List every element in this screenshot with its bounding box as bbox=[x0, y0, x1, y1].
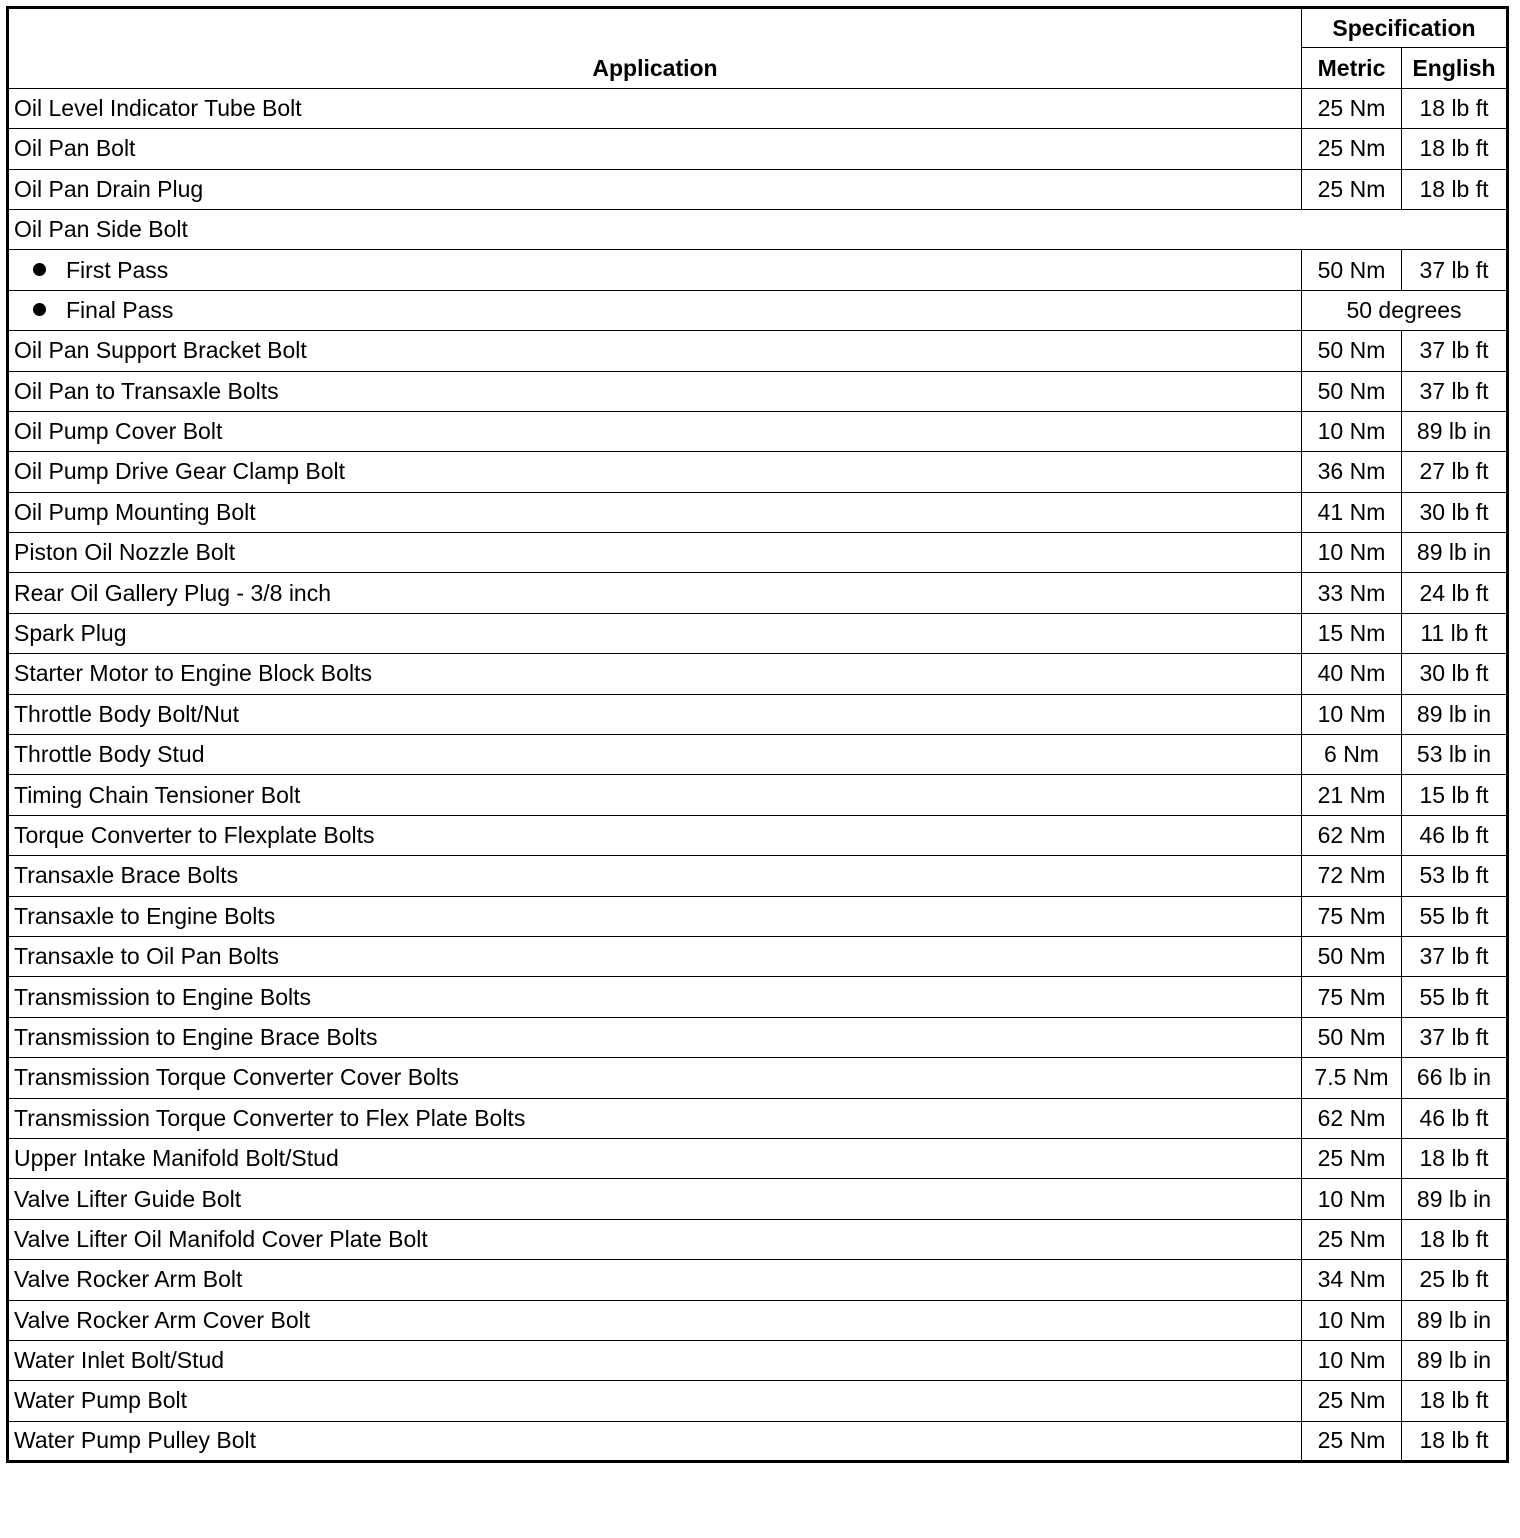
application-label: Oil Pan to Transaxle Bolts bbox=[14, 377, 279, 404]
english-cell: 46 lb ft bbox=[1402, 1098, 1508, 1138]
application-cell bbox=[8, 209, 1508, 249]
application-cell bbox=[8, 815, 1302, 855]
metric-cell: 62 Nm bbox=[1302, 1098, 1402, 1138]
metric-cell: 10 Nm bbox=[1302, 1340, 1402, 1380]
application-cell bbox=[8, 1421, 1302, 1461]
metric-cell: 10 Nm bbox=[1302, 694, 1402, 734]
metric-cell: 50 Nm bbox=[1302, 936, 1402, 976]
metric-cell: 10 Nm bbox=[1302, 411, 1402, 451]
english-cell: 25 lb ft bbox=[1402, 1260, 1508, 1300]
table-row bbox=[8, 331, 1508, 371]
application-cell bbox=[8, 896, 1302, 936]
table-row bbox=[8, 1260, 1508, 1300]
english-cell: 11 lb ft bbox=[1402, 613, 1508, 653]
application-label: Piston Oil Nozzle Bolt bbox=[14, 539, 236, 566]
english-cell: 30 lb ft bbox=[1402, 654, 1508, 694]
application-cell bbox=[8, 654, 1302, 694]
table-row bbox=[8, 896, 1508, 936]
table-header bbox=[8, 8, 1508, 89]
metric-cell: 34 Nm bbox=[1302, 1260, 1402, 1300]
english-cell: 89 lb in bbox=[1402, 1340, 1508, 1380]
english-cell: 37 lb ft bbox=[1402, 371, 1508, 411]
table-row bbox=[8, 1300, 1508, 1340]
table-row bbox=[8, 1179, 1508, 1219]
application-cell bbox=[8, 371, 1302, 411]
application-label: Upper Intake Manifold Bolt/Stud bbox=[14, 1145, 339, 1172]
table-row bbox=[8, 936, 1508, 976]
english-cell: 18 lb ft bbox=[1402, 88, 1508, 128]
metric-cell: 15 Nm bbox=[1302, 613, 1402, 653]
table-row bbox=[8, 1219, 1508, 1259]
application-cell bbox=[8, 290, 1302, 330]
application-cell bbox=[8, 977, 1302, 1017]
table-row bbox=[8, 654, 1508, 694]
english-column-header: English bbox=[1402, 48, 1508, 88]
application-cell bbox=[8, 1219, 1302, 1259]
metric-cell: 62 Nm bbox=[1302, 815, 1402, 855]
table-row bbox=[8, 815, 1508, 855]
application-cell bbox=[8, 1381, 1302, 1421]
metric-cell: 7.5 Nm bbox=[1302, 1058, 1402, 1098]
application-label: Throttle Body Stud bbox=[14, 741, 205, 768]
specification-combined-cell: 50 degrees bbox=[1302, 290, 1508, 330]
metric-cell: 25 Nm bbox=[1302, 88, 1402, 128]
english-cell: 18 lb ft bbox=[1402, 1421, 1508, 1461]
english-cell: 37 lb ft bbox=[1402, 331, 1508, 371]
application-cell bbox=[8, 129, 1302, 169]
application-label: Transaxle to Oil Pan Bolts bbox=[14, 943, 280, 970]
metric-cell: 40 Nm bbox=[1302, 654, 1402, 694]
metric-cell: 50 Nm bbox=[1302, 250, 1402, 290]
application-label: Spark Plug bbox=[14, 620, 127, 647]
application-cell bbox=[8, 1017, 1302, 1057]
table-row bbox=[8, 613, 1508, 653]
english-cell: 89 lb in bbox=[1402, 411, 1508, 451]
table-row bbox=[8, 169, 1508, 209]
application-label: Valve Lifter Guide Bolt bbox=[14, 1185, 242, 1212]
english-cell: 37 lb ft bbox=[1402, 936, 1508, 976]
table-row bbox=[8, 1017, 1508, 1057]
application-label: Valve Lifter Oil Manifold Cover Plate Bolt bbox=[14, 1225, 428, 1252]
table-row bbox=[8, 250, 1508, 290]
metric-cell: 75 Nm bbox=[1302, 896, 1402, 936]
application-cell bbox=[8, 613, 1302, 653]
metric-cell: 10 Nm bbox=[1302, 1300, 1402, 1340]
metric-cell: 6 Nm bbox=[1302, 735, 1402, 775]
english-cell: 15 lb ft bbox=[1402, 775, 1508, 815]
application-label: Transaxle to Engine Bolts bbox=[14, 902, 276, 929]
metric-cell: 50 Nm bbox=[1302, 371, 1402, 411]
english-cell: 27 lb ft bbox=[1402, 452, 1508, 492]
application-cell bbox=[8, 694, 1302, 734]
metric-cell: 72 Nm bbox=[1302, 856, 1402, 896]
application-cell bbox=[8, 452, 1302, 492]
table-row bbox=[8, 735, 1508, 775]
application-label: Water Pump Pulley Bolt bbox=[14, 1427, 257, 1454]
application-label: Oil Pan Side Bolt bbox=[14, 216, 188, 243]
application-label: Throttle Body Bolt/Nut bbox=[14, 700, 239, 727]
english-cell: 18 lb ft bbox=[1402, 1381, 1508, 1421]
english-cell: 30 lb ft bbox=[1402, 492, 1508, 532]
application-label: Final Pass bbox=[66, 296, 174, 323]
application-label: Water Pump Bolt bbox=[14, 1387, 187, 1414]
application-label: Rear Oil Gallery Plug - 3/8 inch bbox=[14, 579, 332, 606]
metric-cell: 25 Nm bbox=[1302, 1381, 1402, 1421]
table-row bbox=[8, 452, 1508, 492]
application-label: Transmission to Engine Brace Bolts bbox=[14, 1023, 378, 1050]
metric-cell: 36 Nm bbox=[1302, 452, 1402, 492]
table-row bbox=[8, 1098, 1508, 1138]
metric-cell: 21 Nm bbox=[1302, 775, 1402, 815]
application-cell bbox=[8, 1098, 1302, 1138]
application-cell bbox=[8, 169, 1302, 209]
table-row bbox=[8, 1138, 1508, 1178]
english-cell: 66 lb in bbox=[1402, 1058, 1508, 1098]
application-label: Oil Pan Support Bracket Bolt bbox=[14, 337, 307, 364]
application-label: Transmission to Engine Bolts bbox=[14, 983, 312, 1010]
table-row bbox=[8, 694, 1508, 734]
application-cell bbox=[8, 1340, 1302, 1380]
application-label: Oil Pump Cover Bolt bbox=[14, 418, 223, 445]
application-cell bbox=[8, 735, 1302, 775]
application-label: Oil Pan Drain Plug bbox=[14, 175, 204, 202]
metric-cell: 25 Nm bbox=[1302, 169, 1402, 209]
metric-cell: 25 Nm bbox=[1302, 1219, 1402, 1259]
application-label: Oil Level Indicator Tube Bolt bbox=[14, 94, 302, 121]
english-cell: 18 lb ft bbox=[1402, 1138, 1508, 1178]
application-label: First Pass bbox=[66, 256, 169, 283]
table-row bbox=[8, 209, 1508, 249]
application-label: Oil Pump Mounting Bolt bbox=[14, 498, 256, 525]
application-cell bbox=[8, 331, 1302, 371]
english-cell: 18 lb ft bbox=[1402, 1219, 1508, 1259]
application-cell bbox=[8, 1300, 1302, 1340]
table-body bbox=[8, 88, 1508, 1461]
application-label: Valve Rocker Arm Bolt bbox=[14, 1266, 243, 1293]
english-cell: 89 lb in bbox=[1402, 1179, 1508, 1219]
table-row bbox=[8, 856, 1508, 896]
english-cell: 37 lb ft bbox=[1402, 1017, 1508, 1057]
table-row bbox=[8, 1381, 1508, 1421]
english-cell: 24 lb ft bbox=[1402, 573, 1508, 613]
application-cell bbox=[8, 411, 1302, 451]
metric-cell: 25 Nm bbox=[1302, 1421, 1402, 1461]
application-cell bbox=[8, 533, 1302, 573]
torque-spec-table bbox=[6, 6, 1509, 1463]
metric-cell: 50 Nm bbox=[1302, 331, 1402, 371]
table-row bbox=[8, 290, 1508, 330]
metric-cell: 50 Nm bbox=[1302, 1017, 1402, 1057]
application-cell bbox=[8, 492, 1302, 532]
english-cell: 18 lb ft bbox=[1402, 129, 1508, 169]
header-row-top bbox=[8, 8, 1508, 48]
metric-cell: 25 Nm bbox=[1302, 1138, 1402, 1178]
table-row bbox=[8, 129, 1508, 169]
metric-cell: 33 Nm bbox=[1302, 573, 1402, 613]
table-row bbox=[8, 1340, 1508, 1380]
table-row bbox=[8, 533, 1508, 573]
english-cell: 89 lb in bbox=[1402, 694, 1508, 734]
application-cell bbox=[8, 88, 1302, 128]
metric-cell: 10 Nm bbox=[1302, 1179, 1402, 1219]
application-label: Oil Pump Drive Gear Clamp Bolt bbox=[14, 458, 346, 485]
metric-column-header: Metric bbox=[1302, 48, 1402, 88]
table-row bbox=[8, 775, 1508, 815]
bullet-icon bbox=[33, 263, 46, 276]
application-label: Starter Motor to Engine Block Bolts bbox=[14, 660, 372, 687]
table-row bbox=[8, 1421, 1508, 1461]
english-cell: 37 lb ft bbox=[1402, 250, 1508, 290]
application-cell bbox=[8, 1260, 1302, 1300]
english-cell: 18 lb ft bbox=[1402, 169, 1508, 209]
metric-cell: 10 Nm bbox=[1302, 533, 1402, 573]
table-row bbox=[8, 411, 1508, 451]
table-row bbox=[8, 977, 1508, 1017]
application-label: Transmission Torque Converter to Flex Plate Bolts bbox=[14, 1104, 526, 1131]
application-cell bbox=[8, 1138, 1302, 1178]
english-cell: 55 lb ft bbox=[1402, 896, 1508, 936]
english-cell: 89 lb in bbox=[1402, 533, 1508, 573]
application-cell bbox=[8, 856, 1302, 896]
application-cell bbox=[8, 936, 1302, 976]
application-column-header: Application bbox=[8, 8, 1302, 89]
english-cell: 46 lb ft bbox=[1402, 815, 1508, 855]
application-label: Valve Rocker Arm Cover Bolt bbox=[14, 1306, 311, 1333]
english-cell: 53 lb in bbox=[1402, 735, 1508, 775]
table-row bbox=[8, 371, 1508, 411]
table-row bbox=[8, 1058, 1508, 1098]
application-label: Torque Converter to Flexplate Bolts bbox=[14, 822, 375, 848]
bullet-icon bbox=[33, 303, 46, 316]
table-row bbox=[8, 88, 1508, 128]
application-cell bbox=[8, 1179, 1302, 1219]
application-cell bbox=[8, 573, 1302, 613]
specification-column-header: Specification bbox=[1302, 8, 1508, 48]
application-cell bbox=[8, 250, 1302, 290]
application-label: Oil Pan Bolt bbox=[14, 135, 136, 162]
english-cell: 53 lb ft bbox=[1402, 856, 1508, 896]
metric-cell: 41 Nm bbox=[1302, 492, 1402, 532]
application-label: Water Inlet Bolt/Stud bbox=[14, 1347, 225, 1374]
english-cell: 55 lb ft bbox=[1402, 977, 1508, 1017]
table-row bbox=[8, 492, 1508, 532]
application-cell bbox=[8, 1058, 1302, 1098]
metric-cell: 75 Nm bbox=[1302, 977, 1402, 1017]
application-label: Transaxle Brace Bolts bbox=[14, 862, 239, 889]
metric-cell: 25 Nm bbox=[1302, 129, 1402, 169]
application-label: Timing Chain Tensioner Bolt bbox=[14, 781, 301, 808]
application-label: Transmission Torque Converter Cover Bolts bbox=[14, 1064, 459, 1091]
english-cell: 89 lb in bbox=[1402, 1300, 1508, 1340]
application-cell bbox=[8, 775, 1302, 815]
table-row bbox=[8, 573, 1508, 613]
